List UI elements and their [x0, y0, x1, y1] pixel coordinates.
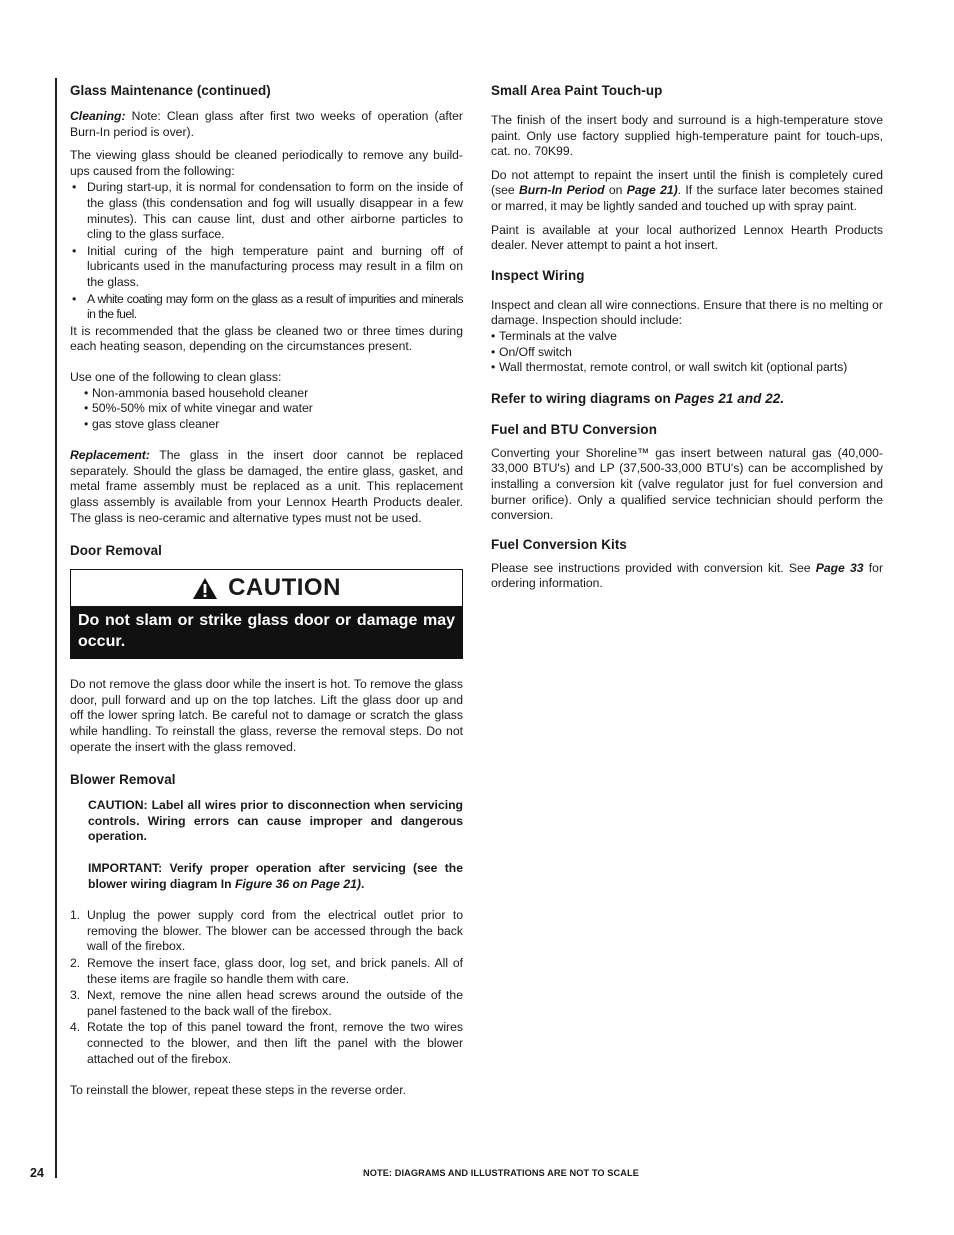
wiring-list	[491, 329, 883, 376]
list-item: • A white coating may form on the glass as a result of impurities and minerals in the fuel.	[70, 292, 463, 323]
page-ref: Page 21)	[626, 183, 678, 198]
list-item	[70, 908, 463, 955]
list-item: • 50%-50% mix of white vinegar and water	[84, 401, 463, 417]
recommend-paragraph: It is recommended that the glass be cleaned two or three times during each heating season, depending on the circumstances present.	[70, 323, 463, 354]
paint-text: on	[604, 183, 627, 198]
list-item: • Non-ammonia based household cleaner	[84, 386, 463, 402]
paint-text: Do not attempt to repaint the insert until the finish is completely cured (see	[491, 167, 883, 198]
refer-wiring-heading	[491, 390, 883, 407]
replacement-text: The glass in the insert door cannot be replaced separately. Should the glass be damaged, the entire glass, gasket, and metal frame assembly must be replaced as a unit. This replacement glass assembly is available from your Lennox Hearth Products dealer. The glass is neo-ceramic and alternative types must not be used.	[70, 448, 463, 525]
kits-text-b: for ordering information.	[491, 560, 884, 591]
reinstall-text: To reinstall the blower, repeat these steps in the reverse order.	[70, 1083, 407, 1098]
step-number: 3.	[70, 988, 81, 1003]
list-item	[70, 988, 463, 1019]
step-number: 4.	[70, 1020, 81, 1035]
wiring-text: Inspect and clean all wire connections. Ensure that there is no melting or damage. Inspection should include:	[491, 297, 883, 328]
important-text: IMPORTANT: Verify proper operation after servicing (see the blower wiring diagram In	[88, 861, 463, 891]
list-item: • During start-up, it is normal for condensation to form on the inside of the glass (this condensation and fog will usually disappear in a few minutes). This can cause lint, dust and other airborne particles to cling to the glass surface.	[70, 180, 463, 242]
important-end: .	[360, 876, 365, 891]
step-text: Unplug the power supply cord from the electrical outlet prior to removing the blower. The blower can be accessed through the back wall of the firebox.	[87, 908, 463, 954]
fuel-text: Converting your Shoreline™ gas insert between natural gas (40,000-33,000 BTU's) and LP (37,500-33,000 BTU's) can be accomplished by installing a conversion kit (valve regulator just for fuel conversion and burner orifice). Only a qualified service technician should perform the conversion.	[491, 445, 883, 523]
door-removal-heading: Door Removal	[70, 543, 162, 559]
paint-paragraph-1: The finish of the insert body and surround is a high-temperature stove paint. Only use factory supplied high-temperature paint for touch-ups, cat. no. 70K99.	[491, 113, 883, 159]
kits-text	[491, 561, 883, 592]
list-item: • On/Off switch	[491, 345, 883, 361]
cleaning-paragraph	[70, 109, 463, 140]
warning-triangle-icon	[192, 577, 218, 600]
list-item: • Initial curing of the high temperature paint and burning off of lubricants used in the manufacturing process may result in a film on the glass.	[70, 244, 463, 291]
important-note	[70, 861, 463, 892]
fuel-btu-heading: Fuel and BTU Conversion	[491, 421, 657, 437]
step-number: 1.	[70, 908, 81, 923]
glass-maintenance-heading: Glass Maintenance (continued)	[70, 83, 271, 98]
viewing-intro: The viewing glass should be cleaned periodically to remove any build-ups caused from the following:	[70, 148, 463, 178]
step-text: Rotate the top of this panel toward the front, remove the two wires connected to the blower, and then lift the panel with the blower attached out of the firebox.	[87, 1020, 463, 1066]
causes-list	[70, 180, 463, 322]
cleaning-note: Note: Clean glass after first two weeks of operation (after Burn-In period is over).	[70, 109, 463, 139]
paint-text: . If the surface later becomes stained or marred, it may be lightly sanded and touched up with spray paint.	[491, 183, 883, 213]
important-figure-ref: Figure 36 on Page 21)	[234, 876, 361, 891]
kits-text-a: Please see instructions provided with conversion kit. See	[491, 560, 816, 575]
replacement-label: Replacement:	[70, 448, 150, 463]
blower-removal-heading: Blower Removal	[70, 772, 176, 788]
left-column	[70, 82, 463, 1107]
inspect-wiring-heading: Inspect Wiring	[491, 267, 585, 283]
caution-box	[70, 569, 463, 659]
pages-ref: Pages 21 and 22.	[674, 390, 785, 406]
scale-note: NOTE: DIAGRAMS AND ILLUSTRATIONS ARE NOT TO SCALE	[363, 1168, 639, 1178]
margin-rule	[55, 78, 57, 1178]
blower-steps	[70, 908, 463, 1067]
list-item: • Wall thermostat, remote control, or wall switch kit (optional parts)	[491, 360, 883, 376]
cleaning-label: Cleaning:	[70, 109, 126, 123]
step-number: 2.	[70, 955, 81, 970]
step-text: Remove the insert face, glass door, log set, and brick panels. All of these items are fragile so handle them with care.	[87, 955, 463, 986]
caution-header	[71, 570, 462, 606]
use-intro: Use one of the following to clean glass:	[70, 369, 282, 384]
caution-title: CAUTION	[228, 574, 341, 602]
page-number: 24	[30, 1166, 44, 1180]
door-removal-text: Do not remove the glass door while the insert is hot. To remove the glass door, pull forward and up on the top latches. Lift the glass door up and off the lower spring latch. Be careful not to damage or scratch the glass while handling. To reinstall the glass, reverse the removal steps. Do not operate the insert with the glass removed.	[70, 677, 463, 754]
blower-caution: CAUTION: Label all wires prior to disconnection when servicing controls. Wiring errors can cause improper and dangerous operation.	[88, 798, 463, 844]
replacement-paragraph	[70, 448, 463, 526]
list-item	[70, 956, 463, 987]
cleaners-list	[70, 386, 463, 433]
fuel-kits-heading: Fuel Conversion Kits	[491, 536, 627, 552]
paint-paragraph-2	[491, 168, 883, 215]
caution-message: Do not slam or strike glass door or damage may occur.	[71, 606, 462, 658]
paint-paragraph-3: Paint is available at your local authorized Lennox Hearth Products dealer. Never attempt to paint a hot insert.	[491, 222, 883, 253]
refer-text: Refer to wiring diagrams on	[491, 390, 675, 406]
paint-touchup-heading: Small Area Paint Touch-up	[491, 83, 663, 98]
burn-in-ref: Burn-In Period	[519, 183, 605, 198]
step-text: Next, remove the nine allen head screws around the outside of the panel fastened to the back wall of the firebox.	[87, 988, 463, 1018]
list-item	[70, 1020, 463, 1067]
page-33-ref: Page 33	[815, 560, 864, 575]
list-item: • gas stove glass cleaner	[84, 417, 463, 433]
list-item: • Terminals at the valve	[491, 329, 883, 345]
right-column	[491, 82, 883, 600]
